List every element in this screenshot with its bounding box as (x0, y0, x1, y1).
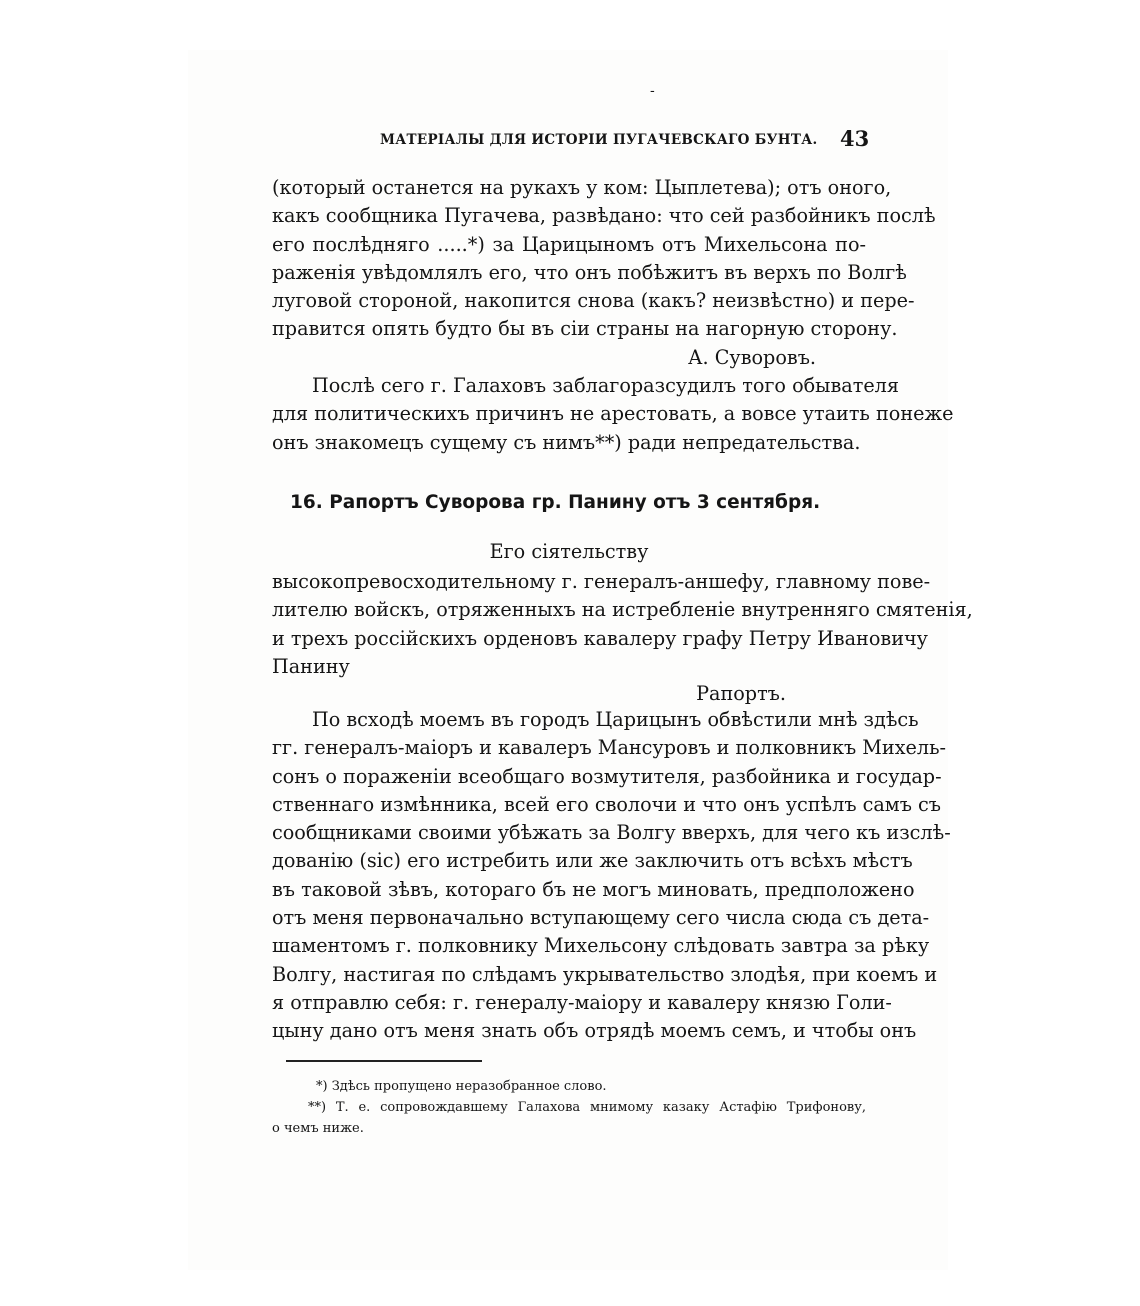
text-line: Послѣ сего г. Галаховъ заблагоразсудилъ того обывателя (312, 374, 899, 397)
footnote-rule (286, 1060, 482, 1062)
signature: А. Суворовъ. (688, 346, 816, 369)
text-line: Панину (272, 654, 350, 678)
footnote-line: о чемъ ниже. (272, 1121, 364, 1136)
top-mark: - (650, 83, 655, 99)
paragraph-continuation (272, 174, 936, 344)
footnote-1: *) Здѣсь пропущено неразобранное слово. (316, 1079, 607, 1094)
text-line: цыну дано отъ меня знать объ отрядѣ моемъ семъ, и чтобы онъ (272, 1019, 917, 1043)
text-line: сообщниками своими убѣжать за Волгу вверхъ, для чего къ изслѣ- (272, 821, 951, 845)
text-line: и трехъ россiйскихъ орденовъ кавалеру графу Петру Ивановичу (272, 626, 928, 650)
text-line: луговой стороной, накопится снова (какъ? неизвѣстно) и пере- (272, 289, 915, 313)
text-line: Волгу, настигая по слѣдамъ укрывательство злодѣя, при коемъ и (272, 962, 938, 986)
text-line: высокопревосходительному г. генералъ-аншефу, главному пове- (272, 570, 931, 593)
text-line: въ таковой зѣвъ, котораго бъ не могъ миновать, предположено (272, 877, 915, 901)
text-line: ственнаго измѣнника, всей его сволочи и что онъ успѣлъ самъ съ (272, 792, 941, 816)
text-line: раженiя увѣдомлялъ его, что онъ побѣжитъ въ верхъ по Волгѣ (272, 260, 907, 284)
page-number: 43 (840, 126, 870, 151)
text-line: По всходѣ моемъ въ городъ Царицынъ обвѣстили мнѣ здѣсь (312, 708, 919, 731)
report-body (272, 706, 951, 1046)
text-line: шаментомъ г. полковнику Михельсону слѣдовать завтра за рѣку (272, 934, 930, 958)
footnote-line: **) Т. е. сопровождавшему Галахова мнимому казаку Астафiю Трифонову, (308, 1100, 866, 1115)
report-word: Рапортъ. (696, 682, 786, 705)
text-line: гг. генералъ-маiоръ и кавалеръ Мансуровъ и полковникъ Михель- (272, 736, 947, 760)
running-title: МАТЕРIАЛЫ ДЛЯ ИСТОРIИ ПУГАЧЕВСКАГО БУНТА. (380, 132, 818, 148)
text-line: сонъ о пораженiи всеобщаго возмутителя, разбойника и государ- (272, 764, 942, 788)
text-line: дованiю (sic) его истребить или же заключить отъ всѣхъ мѣстъ (272, 849, 913, 873)
footnote-2 (272, 1097, 866, 1139)
text-line: какъ сообщника Пугачева, развѣдано: что сей разбойникъ послѣ (272, 204, 936, 228)
text-line: я отправлю себя: г. генералу-маiору и кавалеру князю Голи- (272, 990, 892, 1014)
address-block (272, 568, 973, 681)
text-line: правится опять будто бы въ сiи страны на нагорную сторону. (272, 317, 898, 341)
section-heading: 16. Рапортъ Суворова гр. Панину отъ 3 сентября. (290, 492, 821, 513)
paragraph-galakhov (272, 372, 954, 457)
text-line: онъ знакомецъ сущему съ нимъ**) ради непредательства. (272, 430, 861, 454)
text-line: его послѣдняго .....*) за Царицыномъ отъ Михельсона по- (272, 232, 866, 256)
salutation: Его сiятельству (489, 540, 649, 563)
text-line: для политическихъ причинъ не арестовать, а вовсе утаить понеже (272, 402, 954, 426)
text-line: (который останется на рукахъ у ком: Цыплетева); отъ оного, (272, 176, 892, 199)
text-line: отъ меня первоначально вступающему сего числа сюда съ дета- (272, 906, 930, 930)
text-line: лителю войскъ, отряженныхъ на истребленiе внутренняго смятенiя, (272, 598, 973, 622)
